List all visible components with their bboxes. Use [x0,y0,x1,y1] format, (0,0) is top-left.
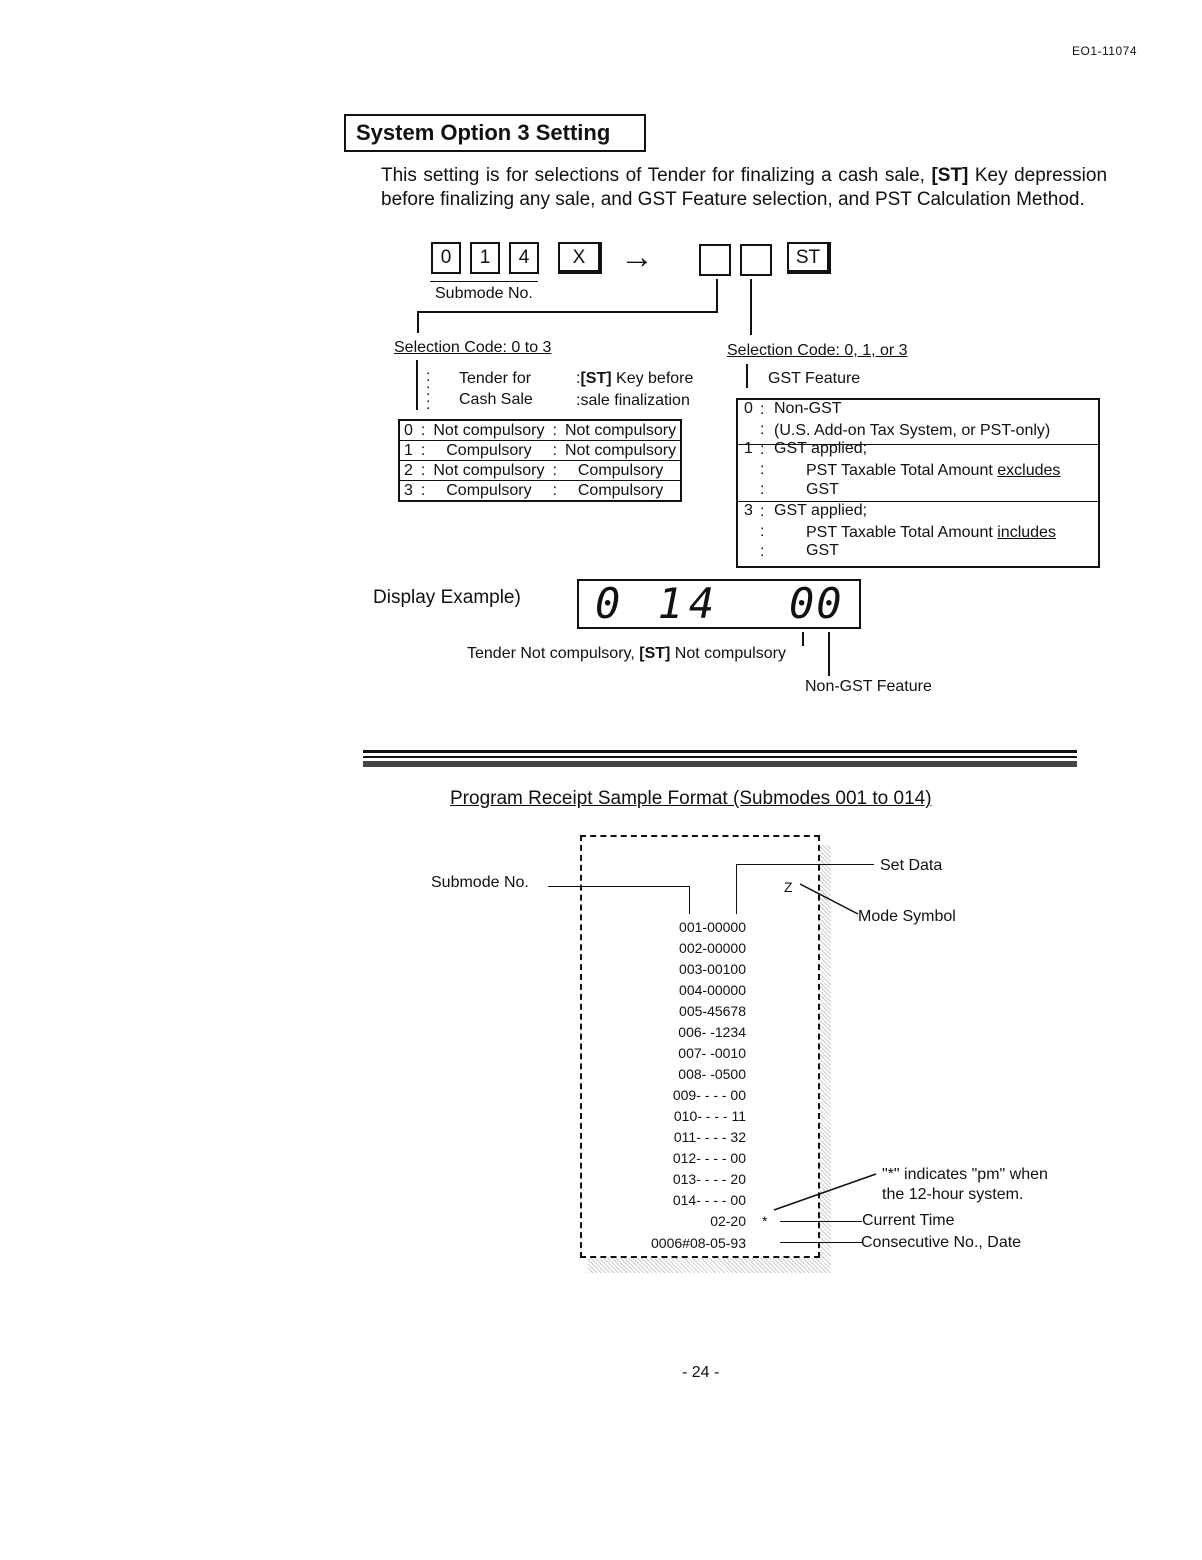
row-tender: Not compulsory [433,422,545,439]
current-time-label: Current Time [862,1212,955,1229]
mode-symbol-pointer [796,880,866,920]
divider [363,761,1077,767]
bracket-line [416,360,418,410]
receipt-line: 010- - - - 11 [673,1108,746,1124]
dotted-separator: : : [760,401,765,438]
st-header-key: [ST] [580,370,612,387]
document-code: EO1-11074 [1072,44,1137,58]
receipt-line: 008- -0500 [678,1066,746,1082]
pm-note-line2: the 12-hour system. [882,1186,1024,1203]
dotted-separator: : : : [760,441,765,498]
receipt-line: 011- - - - 32 [673,1129,746,1145]
gst-feature-label: GST Feature [768,370,861,387]
pm-note-line1: "*" indicates "pm" when [882,1166,1048,1183]
bracket-line [417,311,718,313]
mode-symbol-label: Mode Symbol [858,908,956,925]
note-text-2: Not compulsory [674,645,786,662]
table-row: 1 : Compulsory : Not compulsory [400,441,680,461]
submode-underline [430,281,538,282]
row-tender: Not compulsory [433,462,545,479]
gst-row1-excludes: excludes [997,462,1061,479]
pointer-line [828,632,830,676]
receipt-time: 02-20 [710,1213,746,1229]
display-note-tender [467,645,786,663]
consec-label: Consecutive No., Date [861,1234,1022,1251]
divider [363,750,1077,753]
bracket-line [716,279,718,313]
dotted-separator: : : : [760,503,765,560]
submode-label: Submode No. [435,285,533,302]
row-st: Compulsory [577,462,664,479]
receipt-line: 005-45678 [679,1003,746,1019]
arrow-icon: → [620,238,654,276]
gst-row0-line1: Non-GST [774,400,842,417]
bracket-line [750,279,752,335]
key-x: X [558,242,602,274]
row-st: Compulsory [577,482,664,499]
display-panel [577,579,861,629]
pointer-line [689,886,690,914]
table-row: 0 : Not compulsory : Not compulsory [400,421,680,441]
gst-row1-line2 [806,462,1060,480]
key-4: 4 [509,242,539,274]
blank-key-2 [740,244,772,276]
receipt-line: 003-00100 [679,961,746,977]
tender-header-2: Cash Sale [459,391,533,408]
receipt-line: 004-00000 [679,982,746,998]
row-code: 0 [404,422,413,439]
receipt-heading: Program Receipt Sample Format (Submodes 001 to 014) [450,788,932,809]
note-st: [ST] [639,645,671,662]
display-example-label: Display Example) [373,587,521,608]
intro-st-key: [ST] [931,165,969,186]
blank-key-1 [699,244,731,276]
pointer-line [802,632,804,646]
receipt-line: 012- - - - 00 [672,1150,746,1166]
gst-code-0: 0 [744,400,753,417]
receipt-line: 006- -1234 [678,1024,746,1040]
tender-header-1: Tender for [459,370,532,387]
receipt-line: 007- -0010 [678,1045,746,1061]
key-st: ST [787,242,831,274]
set-data-label: Set Data [880,857,943,874]
row-st: Not compulsory [564,442,677,459]
page-number: - 24 - [682,1364,720,1381]
left-selection-heading: Selection Code: 0 to 3 [394,339,552,356]
st-header-text-2: sale finalization [580,392,690,409]
dotted-separator: : : : [426,368,431,413]
row-code: 1 [404,442,413,459]
pointer-line [780,1221,862,1222]
gst-row3-includes: includes [997,524,1056,541]
gst-row3-line2 [806,524,1056,542]
table-row: 3 : Compulsory : Compulsory [400,481,680,501]
intro-text-1: This setting is for selections of Tender for finalizing a cash sale, [381,165,925,186]
gst-row3-text: PST Taxable Total Amount [806,524,993,541]
table-row: 2 : Not compulsory : Compulsory [400,461,680,481]
receipt-line: 013- - - - 20 [672,1171,746,1187]
key-1: 1 [470,242,500,274]
intro-text-2: Key depression before finalizing any sale, and GST Feature selection, and PST Calculation Method. [381,165,1108,210]
pointer-line [548,886,690,887]
divider [363,756,1077,758]
gst-row1-line1: GST applied; [774,440,868,457]
pointer-line [736,864,874,865]
row-tender: Compulsory [446,442,532,459]
gst-row1-line3: GST [806,481,839,498]
gst-code-1: 1 [744,440,753,457]
section-title: System Option 3 Setting [344,114,646,152]
right-selection-heading: Selection Code: 0, 1, or 3 [727,342,908,359]
gst-code-3: 3 [744,502,753,519]
note-text: Tender Not compulsory, [467,645,635,662]
st-header-text: Key before [616,370,694,387]
mode-symbol-z: Z [784,879,793,895]
bracket-line [417,311,419,333]
key-0: 0 [431,242,461,274]
gst-row3-line1: GST applied; [774,502,868,519]
row-code: 3 [404,482,413,499]
receipt-line: 009- - - - 00 [672,1087,746,1103]
row-st: Not compulsory [564,422,677,439]
st-header-2: :sale finalization [576,392,690,409]
pm-star: * [762,1213,768,1229]
row-tender: Compulsory [446,482,532,499]
display-note-gst: Non-GST Feature [805,678,932,695]
intro-paragraph [381,164,1107,212]
receipt-line: 002-00000 [679,940,746,956]
receipt-line: 014- - - - 00 [672,1192,746,1208]
tender-table [398,419,682,502]
receipt-consec: 0006#08-05-93 [651,1235,746,1251]
pointer-line [736,864,737,914]
gst-row3-line3: GST [806,542,839,559]
pm-pointer [770,1170,880,1214]
row-code: 2 [404,462,413,479]
gst-row0-line2: (U.S. Add-on Tax System, or PST-only) [774,422,1051,439]
st-header-1: :[ST] Key before [576,370,694,387]
gst-row1-text: PST Taxable Total Amount [806,462,993,479]
display-right-digits: 00 [789,579,844,628]
bracket-line [746,364,748,388]
pointer-line [780,1242,862,1243]
receipt-line: 001-00000 [679,919,746,935]
receipt-submode-label: Submode No. [431,874,529,891]
display-left-digits: 0 14 [595,579,721,628]
gst-table [736,398,1100,568]
